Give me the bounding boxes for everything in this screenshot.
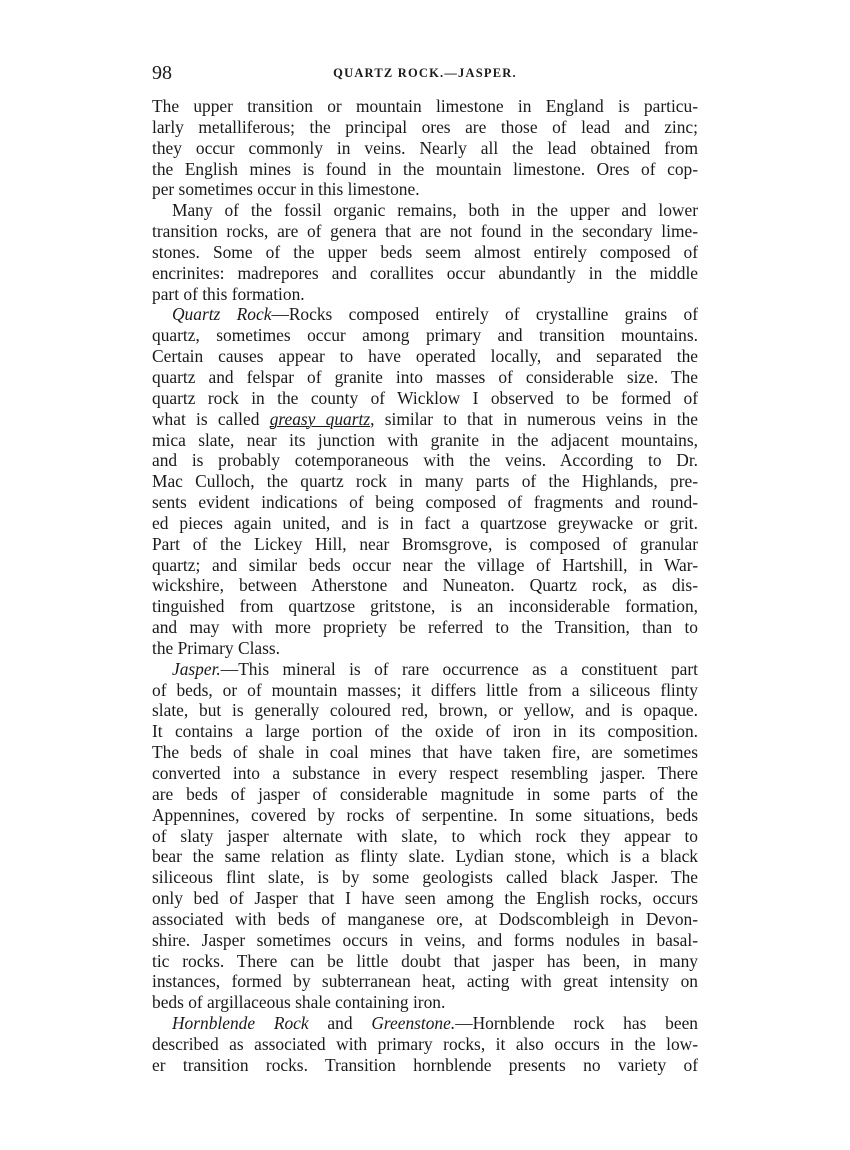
section-heading-hornblende-rock: Hornblende Rock xyxy=(172,1013,309,1034)
text-line: Certain causes appear to have operated locally, and separated the xyxy=(152,346,698,367)
heading-dash: — xyxy=(271,304,289,325)
text-line: instances, formed by subterranean heat, acting with great intensity on xyxy=(152,971,698,992)
text-line xyxy=(152,659,698,680)
text-line: described as associated with primary rocks, it also occurs in the low- xyxy=(152,1033,698,1054)
text-line: siliceous flint slate, is by some geologists called black Jasper. The xyxy=(152,867,698,888)
text-line: per sometimes occur in this limestone. xyxy=(152,179,420,200)
text-line: are beds of jasper of considerable magnitude in some parts of the xyxy=(152,783,698,804)
text-line: part of this formation. xyxy=(152,283,305,304)
section-heading-greenstone: Greenstone. xyxy=(371,1013,456,1034)
text-line: the Primary Class. xyxy=(152,637,281,658)
line-remainder: Rocks composed entirely of crystalline grains of xyxy=(288,304,698,325)
text-line: they occur commonly in veins. Nearly all the lead obtained from xyxy=(152,137,698,158)
text-line: mica slate, near its junction with granite in the adjacent mountains, xyxy=(152,429,698,450)
text-line: shire. Jasper sometimes occurs in veins, and forms nodules in basal- xyxy=(152,929,698,950)
text-line: of beds, or of mountain masses; it differs little from a siliceous flinty xyxy=(152,679,698,700)
term-greasy-quartz: greasy quartz xyxy=(269,408,371,429)
text-line: and may with more propriety be referred to the Transition, than to xyxy=(152,617,698,638)
text-line: only bed of Jasper that I have seen among the English rocks, occurs xyxy=(152,888,698,909)
text-line: transition rocks, are of genera that are not found in the secondary lime- xyxy=(152,221,698,242)
text-line: The beds of shale in coal mines that have taken fire, are sometimes xyxy=(152,742,698,763)
text-line: bear the same relation as flinty slate. Lydian stone, which is a black xyxy=(152,846,698,867)
text-line: encrinites: madrepores and corallites occur abundantly in the middle xyxy=(152,262,698,283)
running-head xyxy=(152,60,698,86)
running-title: QUARTZ ROCK.—JASPER. xyxy=(333,66,517,80)
line-remainder: , similar to that in numerous veins in the xyxy=(370,408,698,429)
text-line: Part of the Lickey Hill, near Bromsgrove, is composed of granular xyxy=(152,533,698,554)
text-line xyxy=(152,409,698,430)
text-line: The upper transition or mountain limestone in England is particu- xyxy=(152,96,698,116)
line-remainder: —Hornblende rock has been xyxy=(455,1013,698,1034)
body-text xyxy=(152,96,698,1076)
text-line: sents evident indications of being composed of fragments and round- xyxy=(152,492,698,513)
text-line: er transition rocks. Transition hornblende presents no variety of xyxy=(152,1054,698,1075)
text-line: and is probably cotemporaneous with the veins. According to Dr. xyxy=(152,450,698,471)
text-line: of slaty jasper alternate with slate, to which rock they appear to xyxy=(152,825,698,846)
line-lead: what is called xyxy=(152,408,270,429)
text-line xyxy=(152,1013,698,1034)
text-line: It contains a large portion of the oxide of iron in its composition. xyxy=(152,721,698,742)
text-line: ed pieces again united, and is in fact a quartzose greywacke or grit. xyxy=(152,512,698,533)
text-line: beds of argillaceous shale containing iron. xyxy=(152,992,446,1013)
line-remainder: This mineral is of rare occurrence as a constituent part xyxy=(238,658,698,679)
text-line: wickshire, between Atherstone and Nuneaton. Quartz rock, as dis- xyxy=(152,575,698,596)
section-heading-quartz-rock: Quartz Rock xyxy=(172,304,272,325)
text-line: quartz and felspar of granite into masses of considerable size. The xyxy=(152,366,698,387)
text-line: tic rocks. There can be little doubt that jasper has been, in many xyxy=(152,950,698,971)
text-line: associated with beds of manganese ore, at Dodscombleigh in Devon- xyxy=(152,908,698,929)
heading-dash: — xyxy=(220,658,239,679)
text-line: larly metalliferous; the principal ores are those of lead and zinc; xyxy=(152,116,698,137)
text-line: tinguished from quartzose gritstone, is an inconsiderable formation, xyxy=(152,596,698,617)
text-line xyxy=(152,304,698,325)
text-line: quartz rock in the county of Wicklow I observed to be formed of xyxy=(152,387,698,408)
text-line: Many of the fossil organic remains, both in the upper and lower xyxy=(172,200,698,221)
text-line: Appennines, covered by rocks of serpentine. In some situations, beds xyxy=(152,804,698,825)
section-heading-jasper: Jasper. xyxy=(172,658,221,679)
text-line: quartz; and similar beds occur near the village of Hartshill, in War- xyxy=(152,554,698,575)
connector-word: and xyxy=(308,1013,372,1034)
text-line: the English mines is found in the mountain limestone. Ores of cop- xyxy=(152,158,698,179)
text-line: stones. Some of the upper beds seem almost entirely composed of xyxy=(152,241,698,262)
text-line: slate, but is generally coloured red, brown, or yellow, and is opaque. xyxy=(152,700,698,721)
page-number: 98 xyxy=(152,62,172,84)
text-line: Mac Culloch, the quartz rock in many parts of the Highlands, pre- xyxy=(152,471,698,492)
text-line: quartz, sometimes occur among primary and transition mountains. xyxy=(152,325,698,346)
text-line: converted into a substance in every respect resembling jasper. There xyxy=(152,763,698,783)
